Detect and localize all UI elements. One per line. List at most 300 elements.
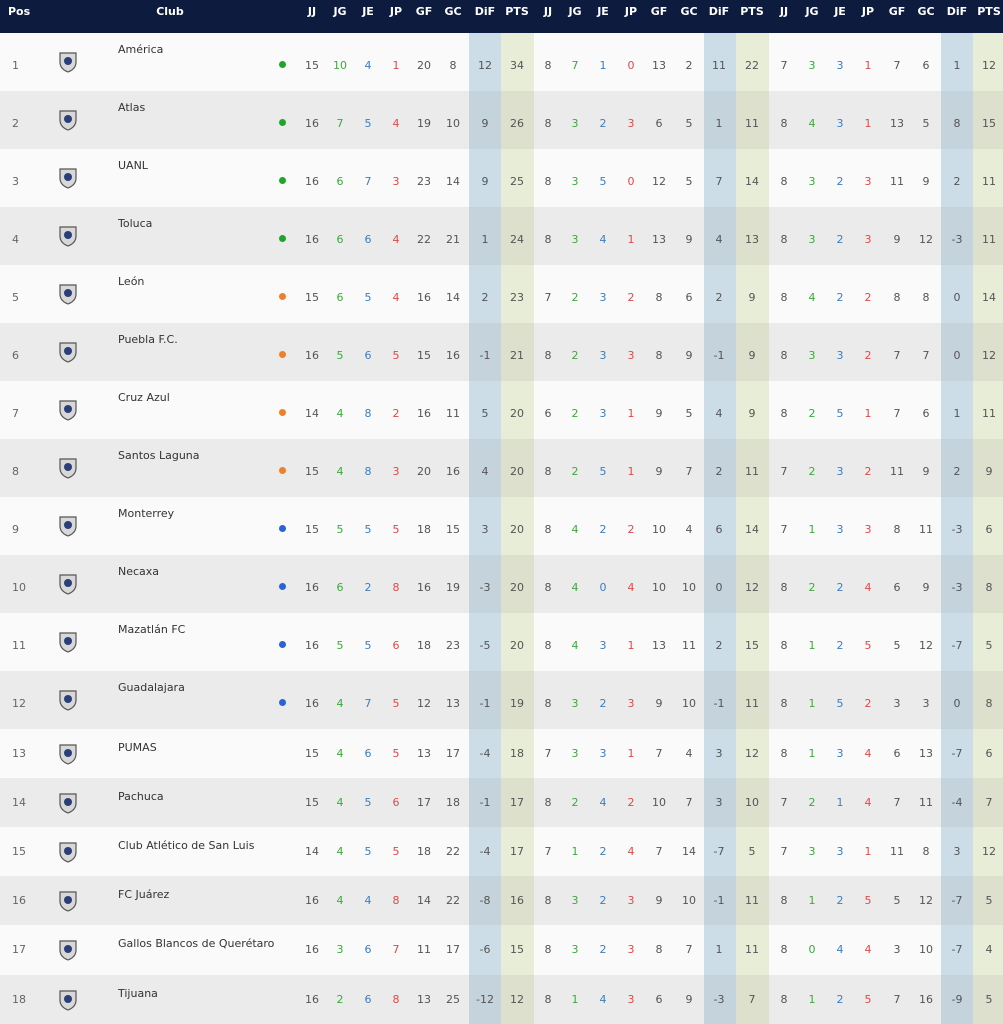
home-pts-value: 14 [745, 523, 759, 536]
away-dif-value: -7 [951, 893, 963, 907]
club-name-link[interactable]: Monterrey [118, 507, 175, 520]
total-je-value: 4 [364, 893, 372, 907]
table-row[interactable] [0, 91, 1003, 149]
home-jg-value: 2 [571, 795, 579, 809]
total-jp-value: 7 [392, 943, 400, 956]
header-club[interactable]: Club [156, 5, 184, 18]
away-jp-value: 4 [864, 795, 872, 809]
total-jp-value: 5 [392, 844, 400, 858]
header-col-je[interactable]: JE [362, 5, 374, 18]
home-dif-value: 2 [715, 639, 723, 652]
away-pts-value: 6 [985, 746, 993, 760]
total-jg-value: 5 [336, 523, 344, 536]
away-pts-value: 11 [982, 175, 996, 188]
home-dif-value: 1 [715, 943, 723, 956]
header-col-gc[interactable]: GC [680, 5, 698, 18]
leon-crest-icon[interactable] [56, 282, 80, 306]
home-pts-value: 14 [745, 175, 759, 188]
club-name-link[interactable]: Gallos Blancos de Querétaro [118, 937, 275, 950]
home-gc-value: 7 [685, 465, 693, 478]
away-je-value: 3 [836, 59, 844, 72]
club-name-link[interactable]: León [118, 275, 145, 288]
header-col-je[interactable]: JE [834, 5, 846, 18]
row-position: 8 [12, 465, 19, 478]
away-pts-value: 5 [985, 893, 993, 907]
total-jg-value: 4 [336, 746, 344, 760]
home-jp-value: 0 [627, 59, 635, 72]
away-je-value: 2 [836, 233, 844, 246]
away-gc-value: 6 [922, 59, 930, 72]
row-position: 15 [12, 844, 26, 858]
away-pts-value: 11 [982, 407, 996, 420]
club-name-link[interactable]: UANL [118, 159, 148, 172]
away-jg-value: 1 [808, 639, 816, 652]
away-gc-value: 10 [919, 943, 933, 956]
home-dif-value: 1 [715, 117, 723, 130]
header-col-jj[interactable]: JJ [307, 5, 317, 18]
home-gc-value: 9 [685, 233, 693, 246]
header-col-pts[interactable]: PTS [977, 5, 1001, 18]
header-col-pts[interactable]: PTS [505, 5, 529, 18]
total-jg-value: 5 [336, 349, 344, 362]
row-position: 1 [12, 59, 19, 72]
home-je-value: 3 [599, 746, 607, 760]
total-jp-value: 3 [392, 465, 400, 478]
total-jp-value: 2 [392, 407, 400, 420]
club-name-link[interactable]: Toluca [118, 217, 153, 230]
total-pts-value: 26 [510, 117, 524, 130]
away-jp-value: 4 [864, 943, 872, 956]
total-gf-value: 11 [417, 943, 431, 956]
away-jp-value: 5 [864, 639, 872, 652]
puebla-crest-icon[interactable] [56, 340, 80, 364]
total-jg-value: 4 [336, 697, 344, 710]
tijuana-crest-icon[interactable] [56, 988, 80, 1012]
home-pts-value: 12 [745, 581, 759, 594]
header-col-jp[interactable]: JP [624, 5, 638, 18]
home-pts-value: 11 [745, 697, 759, 710]
home-dif-value: 4 [715, 233, 723, 246]
away-gc-value: 7 [922, 349, 930, 362]
home-pts-value: 11 [745, 117, 759, 130]
home-jj-value: 8 [544, 175, 552, 188]
club-name-link[interactable]: Guadalajara [118, 681, 185, 694]
away-gf-value: 13 [890, 117, 904, 130]
home-jg-value: 3 [571, 746, 579, 760]
away-pts-value: 11 [982, 233, 996, 246]
header-col-gf[interactable]: GF [650, 5, 668, 18]
home-jj-value: 8 [544, 893, 552, 907]
home-pts-value: 11 [745, 465, 759, 478]
table-row[interactable] [0, 827, 1003, 876]
total-gf-value: 16 [417, 581, 431, 594]
total-je-value: 7 [364, 697, 372, 710]
header-col-jg[interactable]: JG [333, 5, 347, 18]
total-pts-value: 21 [510, 349, 524, 362]
home-jg-value: 2 [571, 349, 579, 362]
total-je-value: 6 [364, 746, 372, 760]
club-name-link[interactable]: Cruz Azul [118, 391, 170, 404]
home-pts-value: 9 [748, 349, 756, 362]
total-jj-value: 14 [305, 844, 319, 858]
total-jg-value: 6 [336, 175, 344, 188]
total-jj-value: 15 [305, 523, 319, 536]
necaxa-crest-icon[interactable] [56, 572, 80, 596]
total-dif-value: 12 [478, 59, 492, 72]
home-jp-value: 3 [627, 349, 635, 362]
home-jg-value: 1 [571, 992, 579, 1006]
away-gf-value: 7 [893, 349, 901, 362]
club-name-link[interactable]: Puebla F.C. [118, 333, 178, 346]
home-pts-value: 22 [745, 59, 759, 72]
away-pts-value: 15 [982, 117, 996, 130]
total-je-value: 5 [364, 117, 372, 130]
table-row[interactable] [0, 729, 1003, 778]
home-je-value: 2 [599, 523, 607, 536]
home-gc-value: 10 [682, 893, 696, 907]
home-gf-value: 10 [652, 795, 666, 809]
total-gf-value: 16 [417, 291, 431, 304]
home-jj-value: 8 [544, 795, 552, 809]
home-dif-value: -1 [713, 893, 725, 907]
away-gc-value: 12 [919, 639, 933, 652]
away-gf-value: 7 [893, 992, 901, 1006]
juarez-crest-icon[interactable] [56, 889, 80, 913]
away-jg-value: 3 [808, 349, 816, 362]
away-gc-value: 11 [919, 795, 933, 809]
home-gf-value: 8 [655, 349, 663, 362]
header-col-jp[interactable]: JP [861, 5, 875, 18]
home-dif-value: 3 [715, 746, 723, 760]
qualification-dot-blue [279, 583, 286, 590]
away-jp-value: 4 [864, 581, 872, 594]
header-col-dif[interactable]: DiF [946, 5, 968, 18]
away-gc-value: 5 [922, 117, 930, 130]
total-je-value: 8 [364, 407, 372, 420]
away-jj-value: 8 [780, 893, 788, 907]
away-jj-value: 7 [780, 523, 788, 536]
club-name-link[interactable]: Atlas [118, 101, 146, 114]
away-jj-value: 8 [780, 175, 788, 188]
home-gf-value: 8 [655, 291, 663, 304]
row-position: 10 [12, 581, 26, 594]
header-col-jp[interactable]: JP [389, 5, 403, 18]
total-gc-value: 16 [446, 349, 460, 362]
total-je-value: 5 [364, 523, 372, 536]
home-jj-value: 8 [544, 349, 552, 362]
away-jj-value: 7 [780, 465, 788, 478]
atlas-crest-icon[interactable] [56, 108, 80, 132]
total-jg-value: 2 [336, 992, 344, 1006]
qualification-dot-blue [279, 525, 286, 532]
away-je-value: 3 [836, 465, 844, 478]
uanl-crest-icon[interactable] [56, 166, 80, 190]
total-gc-value: 14 [446, 175, 460, 188]
club-name-link[interactable]: FC Juárez [118, 888, 170, 901]
home-gf-value: 9 [655, 407, 663, 420]
away-jg-value: 3 [808, 844, 816, 858]
away-dif-value: 0 [953, 349, 961, 362]
home-jj-value: 8 [544, 943, 552, 956]
home-gc-value: 5 [685, 175, 693, 188]
club-name-link[interactable]: Tijuana [118, 987, 158, 1000]
away-dif-value: 2 [953, 465, 961, 478]
home-jg-value: 3 [571, 117, 579, 130]
away-je-value: 2 [836, 581, 844, 594]
total-jj-value: 16 [305, 639, 319, 652]
away-gc-value: 9 [922, 175, 930, 188]
home-jp-value: 3 [627, 893, 635, 907]
pumas-crest-icon[interactable] [56, 742, 80, 766]
away-jg-value: 2 [808, 581, 816, 594]
table-row[interactable] [0, 323, 1003, 381]
total-jg-value: 4 [336, 795, 344, 809]
total-jj-value: 16 [305, 349, 319, 362]
away-jj-value: 7 [780, 844, 788, 858]
header-col-gf[interactable]: GF [415, 5, 433, 18]
home-jg-value: 3 [571, 893, 579, 907]
total-jp-value: 4 [392, 117, 400, 130]
total-gc-value: 11 [446, 407, 460, 420]
header-col-jj[interactable]: JJ [543, 5, 553, 18]
home-je-value: 3 [599, 407, 607, 420]
table-row[interactable] [0, 439, 1003, 497]
total-jj-value: 16 [305, 893, 319, 907]
away-gc-value: 9 [922, 465, 930, 478]
away-jj-value: 8 [780, 697, 788, 710]
total-je-value: 6 [364, 992, 372, 1006]
home-jp-value: 2 [627, 523, 635, 536]
home-gc-value: 7 [685, 795, 693, 809]
qualification-dot-green [279, 119, 286, 126]
total-jj-value: 15 [305, 465, 319, 478]
home-gf-value: 8 [655, 943, 663, 956]
away-jp-value: 1 [864, 117, 872, 130]
away-jp-value: 3 [864, 233, 872, 246]
toluca-crest-icon[interactable] [56, 224, 80, 248]
away-je-value: 5 [836, 407, 844, 420]
total-gc-value: 14 [446, 291, 460, 304]
away-pts-value: 12 [982, 349, 996, 362]
away-jp-value: 4 [864, 746, 872, 760]
header-col-gc[interactable]: GC [444, 5, 462, 18]
club-name-link[interactable]: Pachuca [118, 790, 164, 803]
away-gc-value: 8 [922, 291, 930, 304]
away-gc-value: 13 [919, 746, 933, 760]
table-header [0, 0, 1003, 33]
table-row[interactable] [0, 381, 1003, 439]
home-jp-value: 4 [627, 844, 635, 858]
header-col-dif[interactable]: DiF [708, 5, 730, 18]
away-je-value: 5 [836, 697, 844, 710]
home-jj-value: 8 [544, 523, 552, 536]
total-gc-value: 10 [446, 117, 460, 130]
home-jj-value: 8 [544, 465, 552, 478]
away-gf-value: 6 [893, 746, 901, 760]
total-dif-value: -8 [479, 893, 491, 907]
away-pts-value: 12 [982, 59, 996, 72]
row-position: 4 [12, 233, 19, 246]
header-col-je[interactable]: JE [597, 5, 609, 18]
away-jg-value: 4 [808, 117, 816, 130]
home-jg-value: 2 [571, 465, 579, 478]
header-col-jg[interactable]: JG [805, 5, 819, 18]
home-jp-value: 2 [627, 795, 635, 809]
cruz-azul-crest-icon[interactable] [56, 398, 80, 422]
home-jp-value: 1 [627, 465, 635, 478]
home-dif-value: 4 [715, 407, 723, 420]
away-dif-value: -4 [951, 795, 963, 809]
club-name-link[interactable]: PUMAS [118, 741, 157, 754]
away-jj-value: 8 [780, 117, 788, 130]
away-pts-value: 6 [985, 523, 993, 536]
home-gf-value: 13 [652, 59, 666, 72]
total-gf-value: 13 [417, 992, 431, 1006]
table-row[interactable] [0, 925, 1003, 975]
away-pts-value: 5 [985, 639, 993, 652]
home-je-value: 2 [599, 117, 607, 130]
away-gf-value: 7 [893, 407, 901, 420]
mazatlan-crest-icon[interactable] [56, 630, 80, 654]
table-row[interactable] [0, 265, 1003, 323]
away-dif-value: -7 [951, 639, 963, 652]
club-name-link[interactable]: Mazatlán FC [118, 623, 186, 636]
away-je-value: 4 [836, 943, 844, 956]
away-jj-value: 8 [780, 581, 788, 594]
row-position: 14 [12, 795, 26, 809]
club-name-link[interactable]: Club Atlético de San Luis [118, 839, 255, 852]
away-dif-value: -3 [951, 233, 963, 246]
total-je-value: 4 [364, 59, 372, 72]
total-gf-value: 18 [417, 523, 431, 536]
header-col-dif[interactable]: DiF [474, 5, 496, 18]
total-dif-value: 3 [481, 523, 489, 536]
away-je-value: 3 [836, 844, 844, 858]
total-dif-value: -12 [476, 992, 494, 1006]
away-jj-value: 7 [780, 59, 788, 72]
total-pts-value: 20 [510, 639, 524, 652]
club-name-link[interactable]: América [118, 43, 164, 56]
total-jp-value: 6 [392, 795, 400, 809]
total-pts-value: 16 [510, 893, 524, 907]
total-dif-value: -1 [479, 349, 491, 362]
home-je-value: 5 [599, 175, 607, 188]
home-dif-value: -3 [713, 992, 725, 1006]
away-jg-value: 3 [808, 175, 816, 188]
monterrey-crest-icon[interactable] [56, 514, 80, 538]
home-jj-value: 8 [544, 59, 552, 72]
away-gc-value: 11 [919, 523, 933, 536]
away-gf-value: 7 [893, 795, 901, 809]
home-gf-value: 10 [652, 581, 666, 594]
header-col-gf[interactable]: GF [888, 5, 906, 18]
header-col-jj[interactable]: JJ [779, 5, 789, 18]
away-jj-value: 8 [780, 943, 788, 956]
total-jg-value: 10 [333, 59, 347, 72]
home-gf-value: 12 [652, 175, 666, 188]
total-jp-value: 5 [392, 697, 400, 710]
row-position: 2 [12, 117, 19, 130]
home-jj-value: 8 [544, 992, 552, 1006]
home-jg-value: 4 [571, 523, 579, 536]
table-row[interactable] [0, 497, 1003, 555]
away-dif-value: -3 [951, 581, 963, 594]
home-jp-value: 4 [627, 581, 635, 594]
home-je-value: 2 [599, 893, 607, 907]
home-pts-value: 11 [745, 943, 759, 956]
header-col-gc[interactable]: GC [917, 5, 935, 18]
away-jp-value: 5 [864, 893, 872, 907]
table-row[interactable] [0, 33, 1003, 91]
home-gc-value: 6 [685, 291, 693, 304]
total-je-value: 7 [364, 175, 372, 188]
home-gc-value: 9 [685, 992, 693, 1006]
header-col-pts[interactable]: PTS [740, 5, 764, 18]
table-row[interactable] [0, 671, 1003, 729]
away-pts-value: 12 [982, 844, 996, 858]
club-name-link[interactable]: Santos Laguna [118, 449, 200, 462]
queretaro-crest-icon[interactable] [56, 938, 80, 962]
away-je-value: 2 [836, 992, 844, 1006]
table-row[interactable] [0, 555, 1003, 613]
home-je-value: 0 [599, 581, 607, 594]
guadalajara-crest-icon[interactable] [56, 688, 80, 712]
qualification-dot-orange [279, 351, 286, 358]
away-gf-value: 9 [893, 233, 901, 246]
total-jg-value: 4 [336, 465, 344, 478]
total-gf-value: 19 [417, 117, 431, 130]
total-pts-value: 20 [510, 465, 524, 478]
away-jj-value: 7 [780, 795, 788, 809]
table-row[interactable] [0, 975, 1003, 1024]
santos-crest-icon[interactable] [56, 456, 80, 480]
away-jp-value: 2 [864, 291, 872, 304]
qualification-dot-green [279, 235, 286, 242]
home-jg-value: 4 [571, 639, 579, 652]
table-row[interactable] [0, 778, 1003, 827]
san-luis-crest-icon[interactable] [56, 840, 80, 864]
home-jg-value: 3 [571, 175, 579, 188]
home-gc-value: 4 [685, 523, 693, 536]
away-gf-value: 5 [893, 639, 901, 652]
total-jg-value: 4 [336, 844, 344, 858]
table-row[interactable] [0, 207, 1003, 265]
total-pts-value: 19 [510, 697, 524, 710]
total-dif-value: -5 [479, 639, 491, 652]
table-row[interactable] [0, 613, 1003, 671]
total-gc-value: 15 [446, 523, 460, 536]
total-jg-value: 6 [336, 581, 344, 594]
home-jj-value: 8 [544, 697, 552, 710]
pachuca-crest-icon[interactable] [56, 791, 80, 815]
total-jj-value: 15 [305, 291, 319, 304]
america-crest-icon[interactable] [56, 50, 80, 74]
total-jp-value: 1 [392, 59, 400, 72]
total-dif-value: 1 [481, 233, 489, 246]
total-jg-value: 6 [336, 291, 344, 304]
away-gf-value: 11 [890, 844, 904, 858]
away-jg-value: 3 [808, 233, 816, 246]
total-dif-value: -4 [479, 746, 491, 760]
table-row[interactable] [0, 149, 1003, 207]
table-row[interactable] [0, 876, 1003, 925]
total-pts-value: 24 [510, 233, 524, 246]
away-je-value: 3 [836, 117, 844, 130]
total-gc-value: 17 [446, 943, 460, 956]
club-name-link[interactable]: Necaxa [118, 565, 160, 578]
away-pts-value: 8 [985, 581, 993, 594]
header-col-jg[interactable]: JG [568, 5, 582, 18]
